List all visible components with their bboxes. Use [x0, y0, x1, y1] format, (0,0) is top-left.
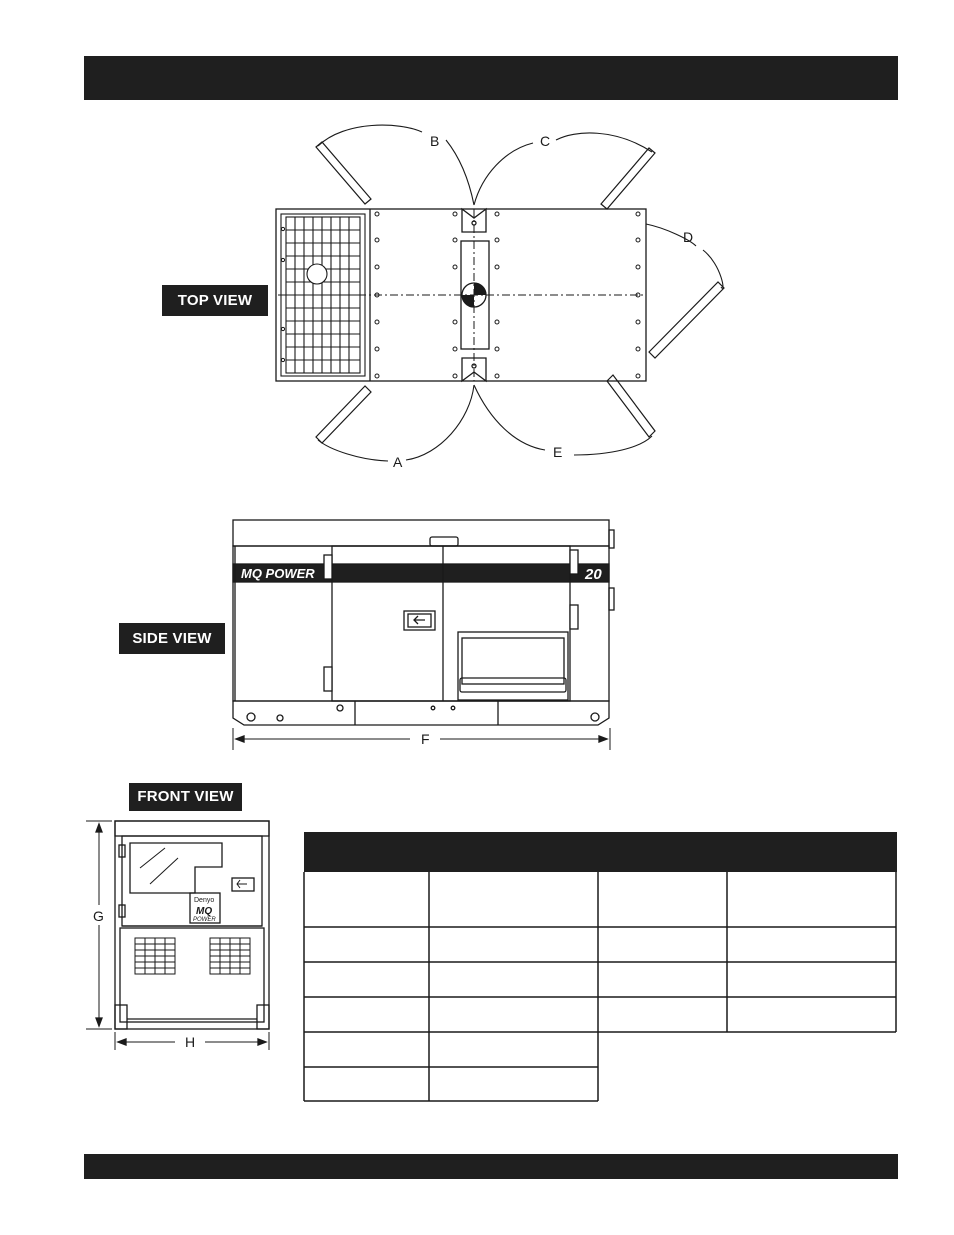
brand-logo: MQ POWER [241, 566, 315, 581]
model-number: 20 [585, 566, 602, 583]
callout-a: A [393, 454, 403, 470]
callout-b: B [430, 133, 440, 149]
badge-power: POWER [193, 917, 216, 923]
callout-f: F [421, 731, 430, 747]
top-view-label: TOP VIEW [162, 285, 268, 316]
callout-e: E [553, 444, 563, 460]
badge-mq: MQ [196, 906, 213, 917]
front-view-label: FRONT VIEW [129, 783, 242, 811]
callout-h: H [185, 1034, 196, 1050]
callout-d: D [683, 229, 694, 245]
callout-c: C [540, 133, 551, 149]
badge-denyo: Denyo [194, 897, 215, 904]
callout-g: G [93, 908, 104, 924]
side-view-label: SIDE VIEW [119, 623, 225, 654]
